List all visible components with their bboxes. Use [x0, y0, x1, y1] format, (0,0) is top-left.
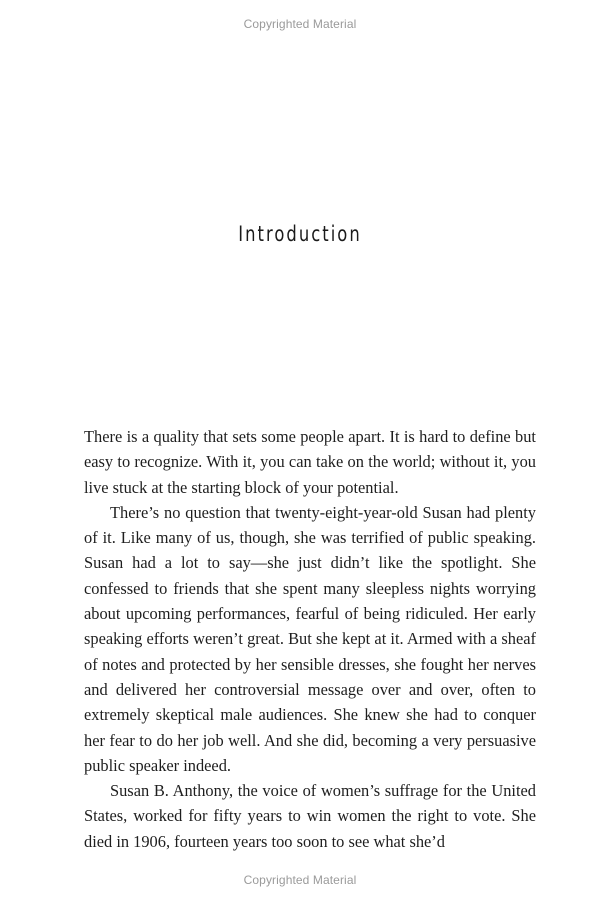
paragraph-1: There is a quality that sets some people apart. It is hard to define but easy to recognize. With it, you can take on the world; without it, you live stuck at the starting block of your potential. [84, 427, 536, 497]
body-text [84, 424, 536, 854]
paragraph-3: Susan B. Anthony, the voice of women’s suffrage for the United States, worked for fifty years to win women the right to vote. She died in 1906, fourteen years too soon to see what she’d [84, 781, 536, 851]
copyright-watermark-bottom: Copyrighted Material [243, 873, 357, 887]
paragraph-2: There’s no question that twenty-eight-year-old Susan had plenty of it. Like many of us, though, she was terrified of public speaking. Susan had a lot to say—she just didn’t like the spotlight. She confessed to friends that she spent many sleepless nights worrying about upcoming performances, fearful of being ridiculed. Her early speaking efforts weren’t great. But she kept at it. Armed with a sheaf of notes and protected by her sensible dresses, she fought her nerves and delivered her controversial message over and over, often to extremely skeptical male audiences. She knew she had to conquer her fear to do her job well. And she did, becoming a very persuasive public speaker indeed. [84, 502, 536, 775]
chapter-title: Introduction [238, 222, 362, 246]
copyright-watermark-top: Copyrighted Material [243, 17, 357, 31]
